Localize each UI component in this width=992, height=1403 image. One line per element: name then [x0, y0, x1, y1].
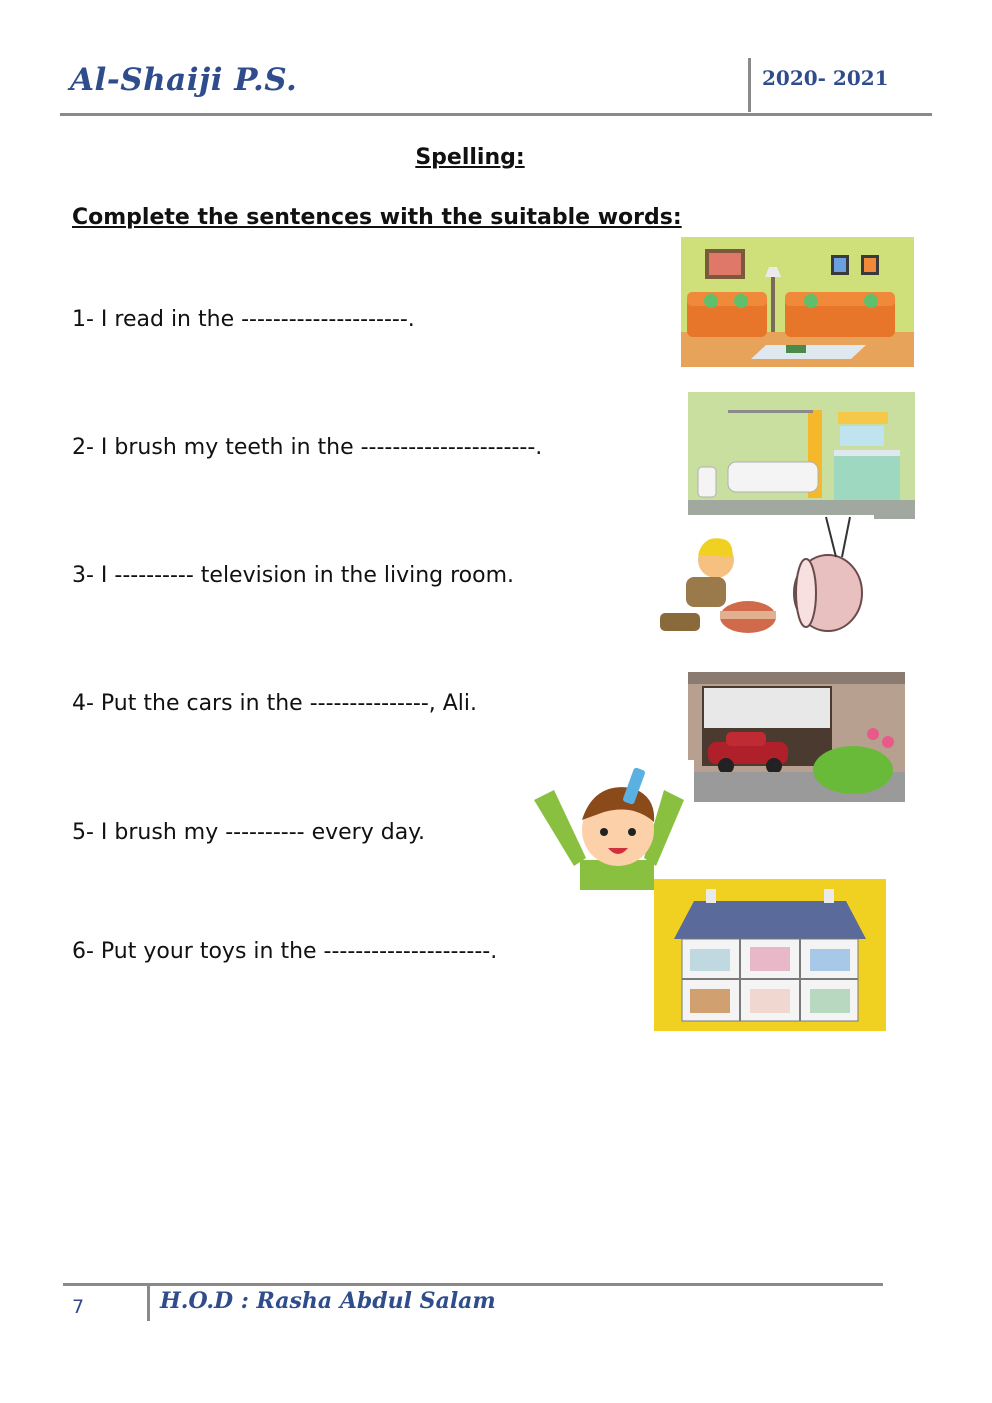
dollhouse-picture: [654, 879, 886, 1031]
sentence-5: 5- I brush my ---------- every day.: [72, 820, 426, 845]
footer-separator: [147, 1286, 150, 1321]
sentence-6: 6- Put your toys in the ---------------------.: [72, 939, 498, 964]
boy-watching-tv-picture: [656, 515, 874, 639]
sentence-2: 2- I brush my teeth in the ----------------------.: [72, 435, 543, 460]
hod-name: H.O.D : Rasha Abdul Salam: [160, 1288, 496, 1314]
section-title: Spelling:: [415, 145, 525, 170]
garage-picture: [688, 672, 905, 802]
sentence-1: 1- I read in the ---------------------.: [72, 307, 415, 332]
header-rule: [60, 113, 932, 116]
living-room-picture: [681, 237, 914, 367]
bathroom-picture: [688, 392, 915, 519]
footer-rule: [63, 1283, 883, 1286]
page-number: 7: [72, 1296, 85, 1318]
boy-combing-hair-picture: [524, 760, 694, 890]
school-year: 2020- 2021: [762, 66, 889, 90]
instruction: Complete the sentences with the suitable words:: [72, 205, 682, 230]
header-separator: [748, 58, 751, 112]
sentence-4: 4- Put the cars in the ---------------, Ali.: [72, 691, 478, 716]
school-name: Al-Shaiji P.S.: [70, 62, 298, 98]
sentence-3: 3- I ---------- television in the living room.: [72, 563, 515, 588]
